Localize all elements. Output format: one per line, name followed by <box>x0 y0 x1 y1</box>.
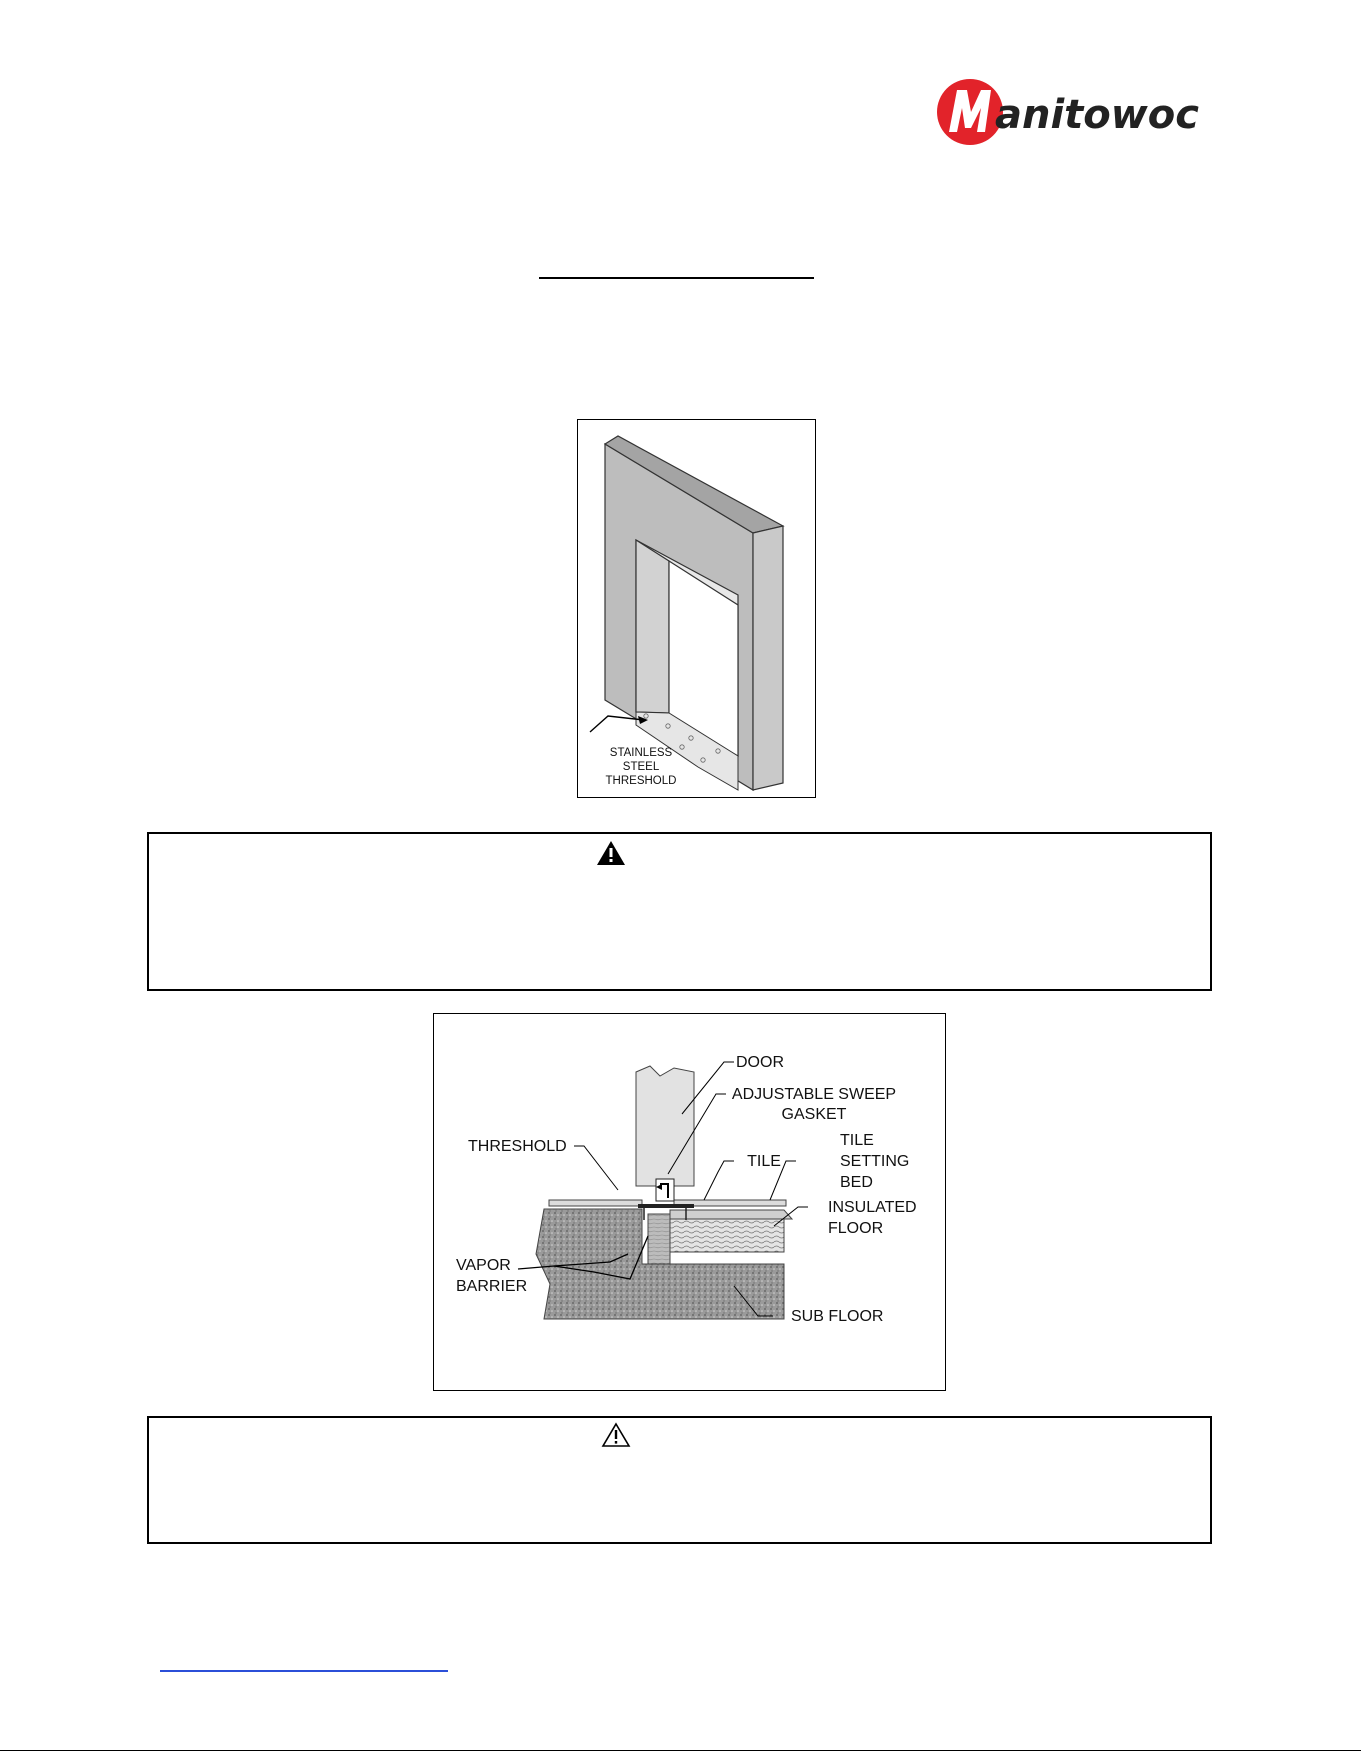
threshold-section-figure <box>433 1013 946 1391</box>
sweep-gasket <box>656 1179 674 1201</box>
door-section <box>636 1066 694 1186</box>
label-threshold-section: THRESHOLD <box>468 1138 567 1155</box>
label-stainless: STAINLESS <box>609 747 673 759</box>
label-setting-1: TILE <box>840 1132 874 1149</box>
svg-text:anitowoc: anitowoc <box>995 92 1199 138</box>
label-insulated-2: FLOOR <box>828 1220 884 1237</box>
door-frame-figure <box>577 419 816 798</box>
label-insulated-1: INSULATED <box>828 1199 917 1216</box>
threshold-plate-section <box>638 1204 694 1208</box>
insulated-floor-layer <box>670 1218 784 1252</box>
label-sub-floor: SUB FLOOR <box>791 1308 884 1325</box>
label-setting-2: SETTING <box>840 1153 910 1170</box>
label-door: DOOR <box>736 1054 784 1071</box>
label-threshold: THRESHOLD <box>605 775 677 787</box>
footer-rule <box>0 1750 1361 1751</box>
label-vapor-1: VAPOR <box>456 1257 511 1274</box>
inner-jamb <box>636 540 669 713</box>
label-tile: TILE <box>747 1153 781 1170</box>
title-underline <box>539 277 814 279</box>
label-steel: STEEL <box>622 761 660 773</box>
tile-setting-bed <box>670 1210 792 1219</box>
label-vapor-2: BARRIER <box>456 1278 528 1295</box>
document-link-underline[interactable] <box>160 1670 448 1672</box>
frame-side-face <box>753 526 783 790</box>
label-setting-3: BED <box>840 1174 873 1191</box>
wood-block <box>648 1214 670 1264</box>
warning-triangle-outline-icon <box>601 1422 631 1448</box>
label-sweep-1: ADJUSTABLE SWEEP <box>731 1086 897 1103</box>
manitowoc-logo <box>935 76 1200 148</box>
tile-left <box>549 1200 642 1206</box>
warning-box-1 <box>147 832 1212 991</box>
warning-box-2 <box>147 1416 1212 1544</box>
warning-triangle-solid-icon <box>596 840 626 866</box>
label-sweep-2: GASKET <box>781 1106 847 1123</box>
